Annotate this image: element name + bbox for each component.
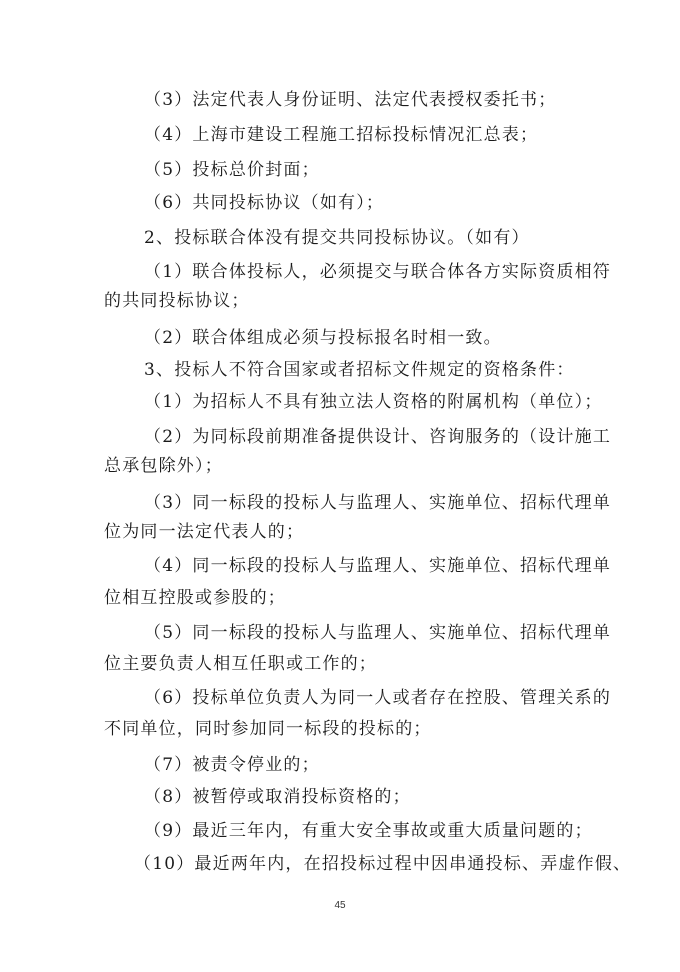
text-line: 总承包除外）； [104,456,223,476]
text-line: （5）同一标段的投标人与监理人、实施单位、招标代理单 [144,623,612,643]
text-line: 位主要负责人相互任职或工作的； [104,654,377,674]
text-line: （2）联合体组成必须与投标报名时相一致。 [144,328,502,348]
text-line: （2）为同标段前期准备提供设计、咨询服务的（设计施工 [144,427,612,447]
text-line: （4）同一标段的投标人与监理人、实施单位、招标代理单 [144,556,612,576]
text-line: （3）法定代表人身份证明、法定代表授权委托书； [144,90,557,110]
text-line: （6）共同投标协议（如有）； [144,193,385,213]
text-line: （3）同一标段的投标人与监理人、实施单位、招标代理单 [144,493,612,513]
text-line: 2、投标联合体没有提交共同投标协议。（如有） [144,228,530,248]
page-number: 45 [334,900,346,911]
text-line: （8）被暂停或取消投标资格的； [144,787,411,807]
text-line: （10）最近两年内，在招投标过程中因串通投标、弄虚作假、 [134,854,632,874]
text-line: 位相互控股或参股的； [104,588,286,608]
text-line: （5）投标总价封面； [144,160,320,180]
text-line: （7）被责令停业的； [144,755,320,775]
text-line: 不同单位，同时参加同一标段的投标的； [104,719,432,739]
text-line: 位为同一法定代表人的； [104,522,305,542]
text-line: 的共同投标协议； [104,291,250,311]
text-line: （1）联合体投标人，必须提交与联合体各方实际资质相符 [144,262,612,282]
text-line: （4）上海市建设工程施工招标投标情况汇总表； [144,125,539,145]
text-line: （1）为招标人不具有独立法人资格的附属机构（单位）； [144,392,603,412]
text-line: （6）投标单位负责人为同一人或者存在控股、管理关系的 [144,688,612,708]
text-line: 3、投标人不符合国家或者招标文件规定的资格条件： [144,360,575,380]
text-line: （9）最近三年内，有重大安全事故或重大质量问题的； [144,821,593,841]
